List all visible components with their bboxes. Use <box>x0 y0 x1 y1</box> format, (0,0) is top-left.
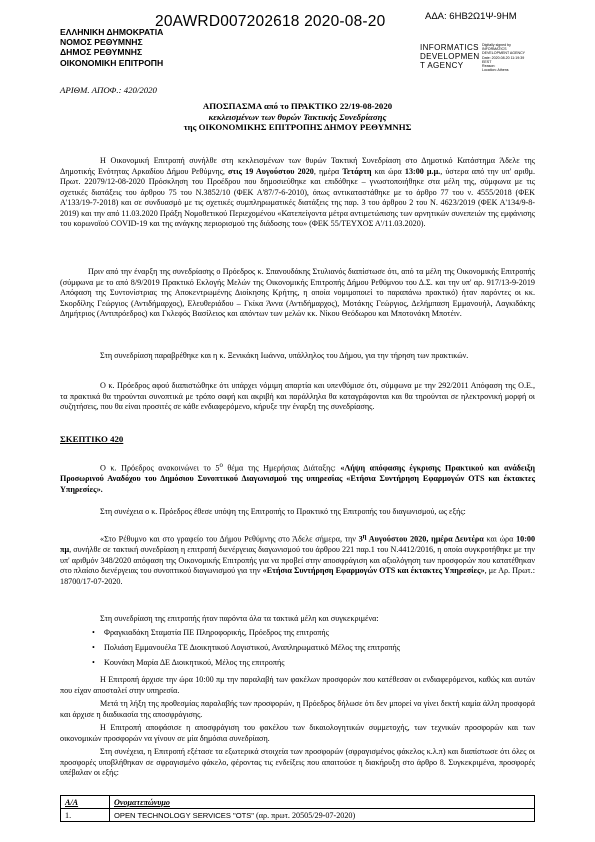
ada-code: ΑΔΑ: 6ΗΒ2Ω1Ψ-9ΗΜ <box>425 11 517 22</box>
document-title <box>60 101 535 133</box>
title-line-3: της ΟΙΚΟΝΟΜΙΚΗΣ ΕΠΙΤΡΟΠΗΣ ΔΗΜΟΥ ΡΕΘΥΜΝΗΣ <box>183 122 412 133</box>
table-cell-number: 1. <box>61 809 110 822</box>
signature-line: Digitally signed by <box>482 43 511 47</box>
signer-name <box>420 44 480 70</box>
paragraph-quorum: Ο κ. Πρόεδρος αφού διαπιστώθηκε ότι υπάρχει νόμιμη απαρτία και υπενθύμισε ότι, σύμφωνα με την 292/2011 Απόφαση της Ο.Ε., τα πρακτικά θα τηρούνται συνοπτικά με τρόπο σαφή και ακριβή και παράλληλα θα καταγράφονται και θα τηρούνται σε ηλεκτρονική μορφή οι συζητήσεις, που θα είναι προσιτές σε κάθε ενδιαφερόμενο, κήρυξε την έναρξη της συνεδρίασης. <box>60 381 535 411</box>
issuing-authority-block <box>60 27 163 68</box>
paragraph-meeting-convened: Η Οικονομική Επιτροπή συνήλθε στη κεκλεισμένων των θυρών Τακτική Συνεδρίαση στο Δημοτικό Κατάστημα Άδελε της Δημοτικής Ενότητας Αρκαδίου Δήμου Ρεθύμνης, στις 19 Αυγούστου 2020, ημέρα Τετάρτη και ώρα 13:00 μ.μ., ύστερα από την υπ' αριθμ. Πρωτ. 22079/12-08-2020 Πρόσκληση του Προέδρου που δημοσιεύθηκε και επιδόθηκε – γνωστοποιήθηκε στα μέλη της, σύμφωνα με τις σχετικές διατάξεις του άρθρου 75 του Ν.3852/10 (ΦΕΚ Α'87/7-6-2010), όπως αντικαταστάθηκε με το άρθρο 77 του ν. 4555/2018 (ΦΕΚ Α'133/19-7-2018) και σε συνδυασμό με τις σχετικές συμπληρωματικές διατάξεις της παρ. 3 του άρθρου 2 του Ν. 4623/2019 (ΦΕΚ Α'134/9-8-2019) και την από 11.03.2020 Πράξη Νομοθετικού Περιεχομένου «Κατεπείγοντα μέτρα αντιμετώπισης των αρνητικών συνεπειών της εμφάνισης του κορωνοϊού COVID-19 και της ανάγκης περιορισμού της διάδοσης του» (ΦΕΚ 55/ΤΕΥΧΟΣ Α'/11.03.2020). <box>60 156 535 228</box>
bullet-icon: • <box>92 658 95 667</box>
paragraph-agenda-item: Ο κ. Πρόεδρος ανακοινώνει το $5^o$ θέμα της Ημερήσιας Διάταξης: «Λήψη απόφασης έγκρισης Πρακτικού και ανάδειξη Προσωρινού Αναδόχου του Δημόσιου Συνοπτικού Διαγωνισμού της υπηρεσίας «Ετήσια Συντήρηση Εφαρμογών OTS και έκτακτες Υπηρεσίες». <box>60 462 535 494</box>
table-header-row <box>61 796 535 809</box>
decision-number: ΑΡΙΘΜ. ΑΠΟΦ.: 420/2020 <box>60 85 157 95</box>
paragraph-minutes-keeper: Στη συνεδρίαση παραβρέθηκε και η κ. Ξενικάκη Ιωάννα, υπάλληλος του Δήμου, για την τήρηση των πρακτικών. <box>100 351 469 360</box>
paragraph-receipt-of-offers: Η Επιτροπή άρχισε την ώρα 10:00 πμ την παραλαβή των φακέλων προσφορών που κατέθεσαν οι ενδιαφερόμενοι, καθώς και αυτών που είχαν αποσταλεί στην υπηρεσία. <box>60 675 535 695</box>
bullet-icon: • <box>92 643 95 652</box>
org-line: ΔΗΜΟΣ ΡΕΘΥΜΝΗΣ <box>60 47 143 58</box>
title-line-2: κεκλεισμένων των θυρών Τακτικής Συνεδρίασης <box>208 111 387 122</box>
signature-line: Reason: <box>482 64 496 69</box>
table-cell-bidder: OPEN TECHNOLOGY SERVICES "OTS" (αρ. πρωτ. 20505/29-07-2020) <box>110 809 535 822</box>
list-item: • Πολιάση Εμμανουέλα ΤΕ Διοικητικού Λογιστικού, Αναπληρωματικό Μέλος της επιτροπής <box>92 643 400 652</box>
paragraph-attendance: Πριν από την έναρξη της συνεδρίασης ο Πρόεδρος κ. Σπανουδάκης Στυλιανός διαπίστωσε ότι, από τα μέλη της Οικονομικής Επιτροπής (σύμφωνα με το από 8/9/2019 Πρακτικό Εκλογής Μελών της Οικονομικής Επιτροπής Δήμου Ρεθύμνου του Δ.Σ. και την υπ' αρ. 917/13-9-2019 Απόφαση της Συντονίστριας της Αποκεντρωμένης Διοίκησης Κρήτης, η οποία νομιμοποιεί το παραπάνω πρακτικό) ήταν παρόντες οι κκ. Σκορδίλης Γεώργιος (Αντιδήμαρχος), Ελευθεριάδου – Γκίκα Άννα (Αντιδήμαρχος), Μοτάκης Γεώργιος, Δελήμπαση Εμμανουήλ, Λαγκιδάκης Δημήτριος (Αντιπρόεδρος) και Γκλεφός Βασίλειος και απόντων των μελών κκ. Νίκου Θεόδωρου και Μποτονάκη Μποτέιν. <box>60 267 535 318</box>
signer-line: T AGENCY <box>420 60 464 70</box>
paragraph-offers-examined: Στη συνέχεια, η Επιτροπή εξέτασε τα εξωτερικά στοιχεία των προσφορών (σφραγισμένος φάκελος κ.λ.π) και διαπίστωσε ότι όλες οι προσφορές υποβλήθηκαν σε σφραγισμένο φάκελο, φέροντας τις ενδείξεις που απαιτούσε η διακήρυξη στο άρθρο 8. Συγκεκριμένα, προσφορές υπέβαλαν οι εξής: <box>60 747 535 777</box>
org-line: ΝΟΜΟΣ ΡΕΘΥΜΝΗΣ <box>60 37 143 48</box>
org-line: ΟΙΚΟΝΟΜΙΚΗ ΕΠΙΤΡΟΠΗ <box>60 57 164 68</box>
list-item: • Φραγκιαδάκη Σταματία ΠΕ Πληροφορικής, Πρόεδρος της επιτροπής <box>92 628 329 637</box>
signature-line: EEST <box>482 59 492 64</box>
signature-line: DEVELOPMENT AGENCY <box>482 51 526 56</box>
signer-line: DEVELOPMEN <box>420 51 480 61</box>
org-line: ΕΛΛΗΝΙΚΗ ΔΗΜΟΚΡΑΤΙΑ <box>60 27 164 37</box>
paragraph-unsealing-decision: Η Επιτροπή αποφάσισε η αποσφράγιση του φακέλου των δικαιολογητικών συμμετοχής, των τεχνικών προσφορών και των οικονομικών προσφορών να γίνουν σε μία δημόσια συνεδρίαση. <box>60 723 535 743</box>
paragraph-committee-report-intro: Στη συνέχεια ο κ. Πρόεδρος έθεσε υπόψη της Επιτροπής το Πρακτικό της Επιτροπής του διαγωνισμού, ως εξής: <box>100 507 466 516</box>
list-item: • Κουνάκη Μαρία ΔΕ Διοικητικού, Μέλος της επιτροπής <box>92 658 285 667</box>
digital-signature-details <box>482 43 525 72</box>
document-id-stamp: 20AWRD007202618 2020-08-20 <box>155 13 386 30</box>
paragraph-members-present: Στη συνεδρίαση της επιτροπής ήταν παρόντα όλα τα τακτικά μέλη και συγκεκριμένα: <box>100 614 379 623</box>
bullet-icon: • <box>92 628 95 637</box>
offers-table <box>60 795 535 822</box>
paragraph-committee-report: «Στο Ρέθυμνο και στο γραφείο του Δήμου Ρεθύμνης στο Άδελε σήμερα, την $3^\eta$ Αυγούστου 2020, ημέρα Δευτέρα και ώρα 10:00 πμ, συνήλθε σε τακτική συνεδρίαση η επιτροπή διενέργειας διαγωνισμού του άρθρου 221 παρ.1 του Ν.4412/2016, η οποία συγκροτήθηκε με την υπ' αριθμόν 348/2020 απόφαση της Οικονομικής Επιτροπής για να προβεί στην αποσφράγιση και αξιολόγηση των προσφορών που κατατέθηκαν στο πλαίσιο διενέργειας του συνοπτικού διαγωνισμού για την «Ετήσια Συντήρηση Εφαρμογών OTS και έκτακτες Υπηρεσίες», με Αρ. Πρωτ.: 18700/17-07-2020. <box>60 533 536 586</box>
table-row <box>61 809 535 822</box>
signature-line: INFORMATICS <box>482 47 507 52</box>
title-line-1: ΑΠΟΣΠΑΣΜΑ από το ΠΡΑΚΤΙΚΟ 22/19-08-2020 <box>202 101 393 111</box>
signature-line: Date: 2020.08.20 11:19:39 <box>482 55 525 60</box>
table-header-cell: Α/Α <box>61 796 110 809</box>
table-header-cell: Ονοματεπώνυμο <box>110 796 535 809</box>
section-heading: ΣΚΕΠΤΙΚΟ 420 <box>60 434 124 444</box>
paragraph-deadline: Μετά τη λήξη της προθεσμίας παραλαβής των προσφορών, η Πρόεδρος δήλωσε ότι δεν μπορεί να γίνει δεκτή καμία άλλη προσφορά και άρχισε η διαδικασία της αποσφράγισης. <box>60 699 535 719</box>
signer-line: INFORMATICS <box>420 43 479 52</box>
signature-line: Location: Athens <box>482 68 509 73</box>
